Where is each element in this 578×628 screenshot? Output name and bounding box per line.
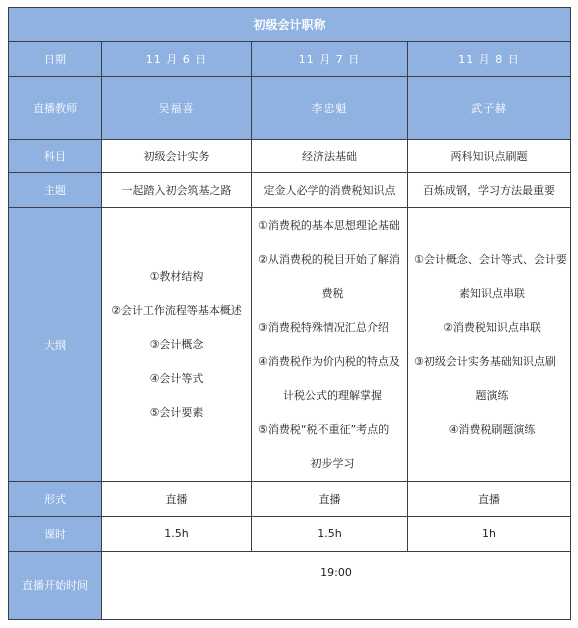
outline-list-day-2 bbox=[252, 209, 407, 481]
row-label-hours: 课时 bbox=[9, 516, 102, 551]
topic-day-1: 一起踏入初会筑基之路 bbox=[102, 173, 252, 208]
outline-item: ⑤会计要素 bbox=[149, 405, 204, 419]
topic-row bbox=[9, 173, 571, 208]
topic-day-2: 定金人必学的消费税知识点 bbox=[252, 173, 408, 208]
outline-item: 初步学习 bbox=[310, 456, 355, 470]
row-label-start-time: 直播开始时间 bbox=[9, 551, 102, 619]
row-label-subject: 科目 bbox=[9, 140, 102, 173]
date-row bbox=[9, 42, 571, 77]
outline-row bbox=[9, 208, 571, 481]
teacher-day-2: 李忠魁 bbox=[252, 77, 408, 140]
row-label-format: 形式 bbox=[9, 481, 102, 516]
table-title: 初级会计职称 bbox=[9, 8, 571, 42]
outline-item: ②从消费税的税目开始了解消 bbox=[258, 252, 400, 266]
outline-item: 计税公式的理解掌握 bbox=[283, 388, 382, 402]
date-day-2: 11 月 7 日 bbox=[252, 42, 408, 77]
teacher-day-1: 吴福喜 bbox=[102, 77, 252, 140]
start-time-row bbox=[9, 551, 571, 619]
date-day-1: 11 月 6 日 bbox=[102, 42, 252, 77]
hours-day-3: 1h bbox=[408, 516, 571, 551]
teacher-day-3: 武子赫 bbox=[408, 77, 571, 140]
teacher-row bbox=[9, 77, 571, 140]
outline-list-day-3 bbox=[408, 243, 570, 447]
outline-day-2 bbox=[252, 208, 408, 481]
outline-item: ④消费税作为价内税的特点及 bbox=[258, 354, 400, 368]
row-label-date: 日期 bbox=[9, 42, 102, 77]
subject-row bbox=[9, 140, 571, 173]
topic-day-3: 百炼成钢，学习方法最重要 bbox=[408, 173, 571, 208]
outline-item: ③消费税特殊情况汇总介绍 bbox=[258, 320, 389, 334]
course-schedule-table bbox=[8, 7, 571, 620]
subject-day-1: 初级会计实务 bbox=[102, 140, 252, 173]
outline-list-day-1 bbox=[102, 260, 251, 430]
outline-item: ④消费税刷题演练 bbox=[448, 422, 536, 436]
hours-row bbox=[9, 516, 571, 551]
outline-item: ④会计等式 bbox=[149, 371, 204, 385]
hours-day-1: 1.5h bbox=[102, 516, 252, 551]
outline-item: 费税 bbox=[321, 286, 344, 300]
start-time-value: 19:00 bbox=[102, 551, 571, 619]
outline-item: 题演练 bbox=[475, 388, 509, 402]
subject-day-2: 经济法基础 bbox=[252, 140, 408, 173]
outline-item: ①会计概念、会计等式、会计要 bbox=[414, 252, 567, 266]
outline-item: ③初级会计实务基础知识点刷 bbox=[414, 354, 556, 368]
outline-item: ⑤消费税“税不重征”考点的 bbox=[258, 422, 390, 436]
outline-day-3 bbox=[408, 208, 571, 481]
outline-item: ③会计概念 bbox=[149, 337, 204, 351]
title-row bbox=[9, 8, 571, 42]
hours-day-2: 1.5h bbox=[252, 516, 408, 551]
outline-day-1 bbox=[102, 208, 252, 481]
format-day-3: 直播 bbox=[408, 481, 571, 516]
row-label-topic: 主题 bbox=[9, 173, 102, 208]
date-day-3: 11 月 8 日 bbox=[408, 42, 571, 77]
row-label-outline: 大纲 bbox=[9, 208, 102, 481]
format-day-2: 直播 bbox=[252, 481, 408, 516]
outline-item: ②消费税知识点串联 bbox=[443, 320, 541, 334]
subject-day-3: 两科知识点刷题 bbox=[408, 140, 571, 173]
format-day-1: 直播 bbox=[102, 481, 252, 516]
format-row bbox=[9, 481, 571, 516]
outline-item: ①消费税的基本思想理论基础 bbox=[258, 218, 400, 232]
row-label-teacher: 直播教师 bbox=[9, 77, 102, 140]
outline-item: 素知识点串联 bbox=[459, 286, 525, 300]
outline-item: ①教材结构 bbox=[149, 269, 204, 283]
outline-item: ②会计工作流程等基本概述 bbox=[111, 303, 242, 317]
